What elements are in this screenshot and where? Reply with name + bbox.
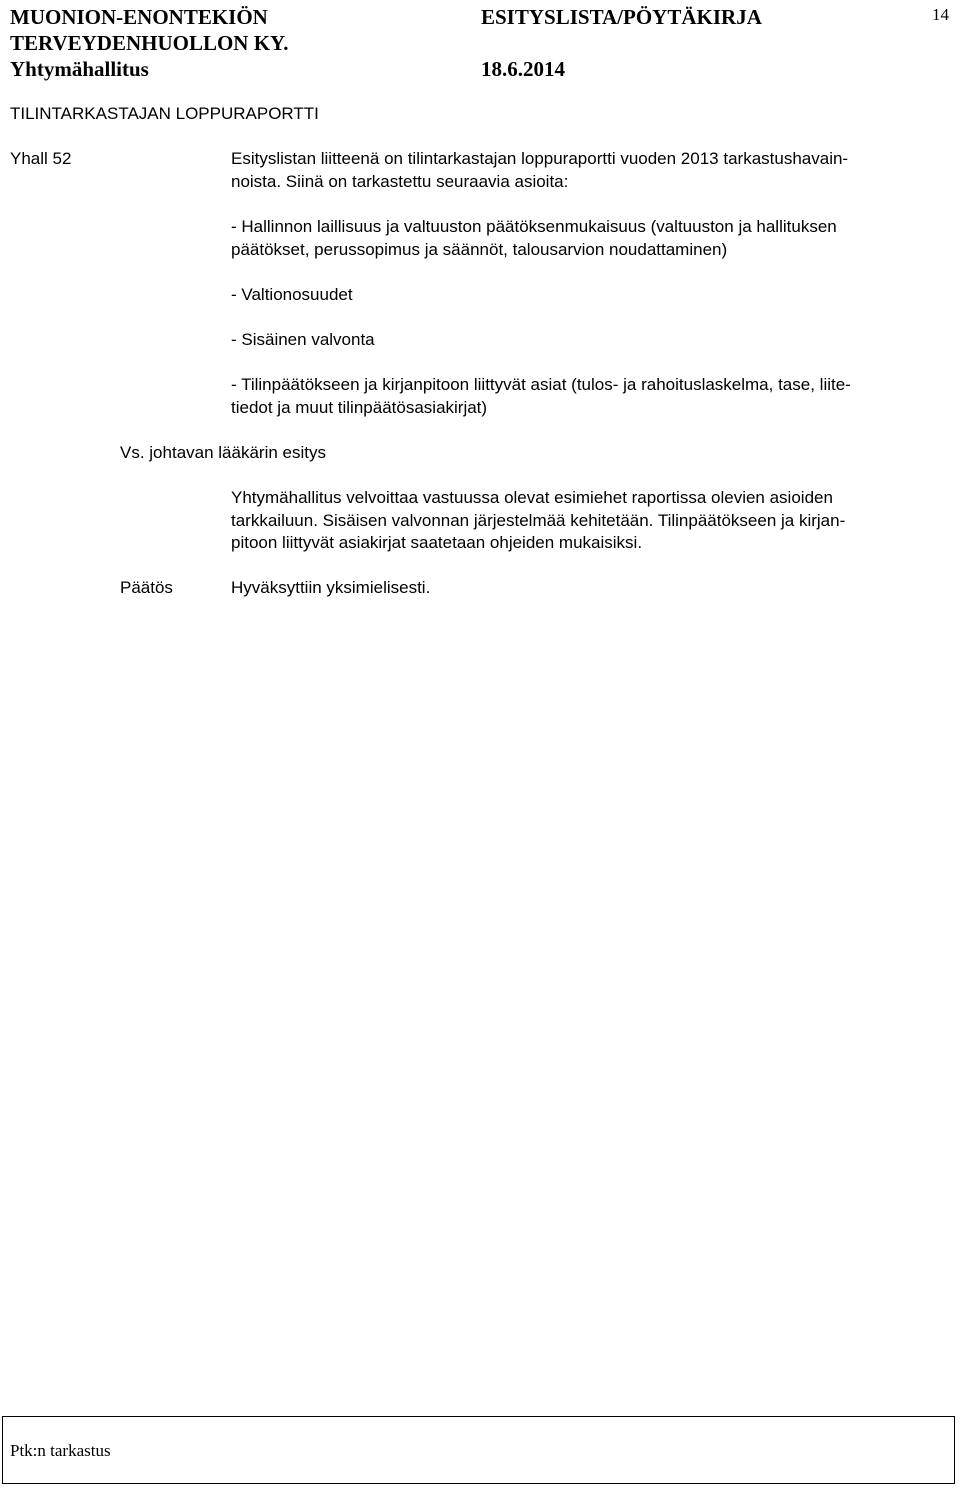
meeting-date: 18.6.2014 [481,57,565,81]
proposal-line: tarkkailuun. Sisäisen valvonnan järjestelmää kehitetään. Tilinpäätökseen ja kirjan- [231,510,846,530]
section-title: TILINTARKASTAJAN LOPPURAPORTTI [10,104,319,123]
document-type: ESITYSLISTA/PÖYTÄKIRJA [481,5,762,29]
list-item [231,216,953,261]
minutes-check-label: Ptk:n tarkastus [10,1441,111,1460]
list-item [231,284,953,307]
item-label: Yhall 52 [10,149,72,168]
minutes-check-box [2,1416,955,1484]
list-item-line: tiedot ja muut tilinpäätösasiakirjat) [231,397,488,417]
intro-line: Esityslistan liitteenä on tilintarkastajan loppuraportti vuoden 2013 tarkastushavain- [231,149,849,168]
proposal-label: Vs. johtavan lääkärin esitys [120,443,326,462]
list-item-line: päätökset, perussopimus ja säännöt, talousarvion noudattaminen) [231,239,728,259]
organization-name-line2: TERVEYDENHUOLLON KY. [10,31,289,55]
organization-name-line1: MUONION-ENONTEKIÖN [10,5,268,29]
page-number: 14 [932,5,949,24]
list-item [231,329,953,352]
decision-label: Päätös [120,578,173,597]
list-item-line: - Tilinpäätökseen ja kirjanpitoon liittyvät asiat (tulos- ja rahoituslaskelma, tase, liite- [231,375,851,394]
proposal-line: pitoon liittyvät asiakirjat saatetaan ohjeiden mukaisiksi. [231,533,643,552]
list-item-line: - Sisäinen valvonta [231,330,375,349]
proposal-paragraph [231,487,953,555]
list-item-line: - Hallinnon laillisuus ja valtuuston päätöksenmukaisuus (valtuuston ja hallituksen [231,217,837,236]
intro-line: noista. Siinä on tarkastettu seuraavia asioita: [231,171,569,191]
list-item [231,374,953,419]
body-name: Yhtymähallitus [10,57,149,81]
decision-text: Hyväksyttiin yksimielisesti. [231,578,431,597]
proposal-line: Yhtymähallitus velvoittaa vastuussa olevat esimiehet raportissa olevien asioiden [231,488,833,507]
intro-paragraph [231,148,953,193]
list-item-line: - Valtionosuudet [231,285,353,304]
